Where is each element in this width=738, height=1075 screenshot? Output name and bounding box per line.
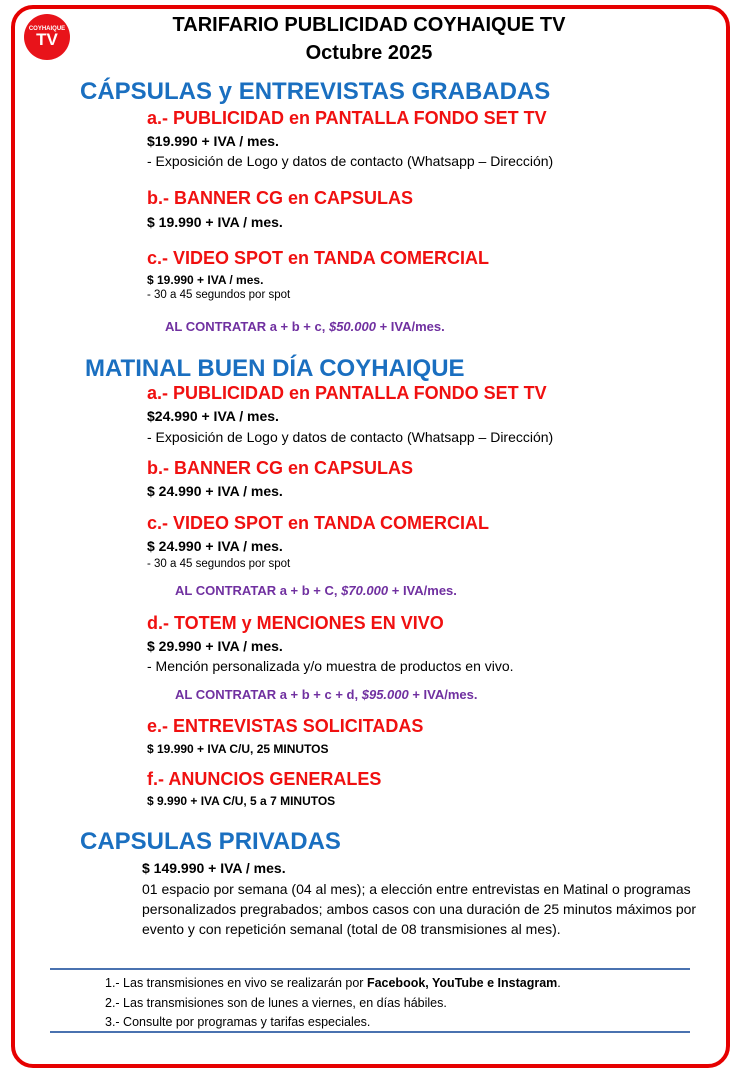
item-desc: 01 espacio por semana (04 al mes); a elección entre entrevistas en Matinal o programas personalizados pregrabados; ambos casos con una duración de 25 minutos máximos por evento y con repetición semanal (total de 08 transmisiones al mes). <box>142 881 697 937</box>
item-desc: - Exposición de Logo y datos de contacto (Whatsapp – Dirección) <box>147 429 554 445</box>
footer-note: 3.- Consulte por programas y tarifas especiales. <box>105 1015 371 1029</box>
item-price: $19.990 + IVA / mes. <box>147 133 279 149</box>
combo-offer: AL CONTRATAR a + b + c, $50.000 + IVA/mes. <box>165 319 445 334</box>
item-price: $24.990 + IVA / mes. <box>147 408 279 424</box>
combo-offer: AL CONTRATAR a + b + C, $70.000 + IVA/mes. <box>175 583 457 598</box>
item-desc: - 30 a 45 segundos por spot <box>147 289 291 301</box>
item-title: c.- VIDEO SPOT en TANDA COMERCIAL <box>147 248 490 268</box>
item-title: e.- ENTREVISTAS SOLICITADAS <box>147 716 424 736</box>
item-title: b.- BANNER CG en CAPSULAS <box>147 188 414 208</box>
combo-offer: AL CONTRATAR a + b + c + d, $95.000 + IVA/mes. <box>175 687 478 702</box>
item-price: $ 29.990 + IVA / mes. <box>147 638 283 654</box>
footer-note: 2.- Las transmisiones son de lunes a viernes, en días hábiles. <box>105 996 447 1010</box>
section-heading: CAPSULAS PRIVADAS <box>80 828 341 855</box>
item-desc: - Mención personalizada y/o muestra de productos en vivo. <box>147 658 514 674</box>
item-title: b.- BANNER CG en CAPSULAS <box>147 458 414 478</box>
item-price: $ 149.990 + IVA / mes. <box>142 860 286 876</box>
item-desc: - 30 a 45 segundos por spot <box>147 558 291 570</box>
item-title: f.- ANUNCIOS GENERALES <box>147 769 382 789</box>
item-title: a.- PUBLICIDAD en PANTALLA FONDO SET TV <box>147 108 547 128</box>
footer-note: 1.- Las transmisiones en vivo se realizarán por Facebook, YouTube e Instagram. <box>105 976 561 990</box>
item-desc: - Exposición de Logo y datos de contacto (Whatsapp – Dirección) <box>147 153 554 169</box>
item-price: $ 24.990 + IVA / mes. <box>147 483 283 499</box>
item-title: c.- VIDEO SPOT en TANDA COMERCIAL <box>147 513 490 533</box>
divider <box>50 1031 690 1033</box>
item-price: $ 19.990 + IVA / mes. <box>147 214 283 230</box>
item-price: $ 19.990 + IVA C/U, 25 MINUTOS <box>147 742 329 756</box>
doc-date: Octubre 2025 <box>305 42 433 64</box>
section-heading: CÁPSULAS y ENTREVISTAS GRABADAS <box>80 78 551 105</box>
item-price: $ 9.990 + IVA C/U, 5 a 7 MINUTOS <box>147 794 336 808</box>
item-price: $ 24.990 + IVA / mes. <box>147 538 283 554</box>
item-price: $ 19.990 + IVA / mes. <box>147 273 264 287</box>
item-title: a.- PUBLICIDAD en PANTALLA FONDO SET TV <box>147 383 547 403</box>
doc-title: TARIFARIO PUBLICIDAD COYHAIQUE TV <box>172 14 566 36</box>
divider <box>50 968 690 970</box>
section-heading: MATINAL BUEN DÍA COYHAIQUE <box>85 355 465 382</box>
coyhaique-tv-logo: COYHAIQUE TV <box>24 14 70 60</box>
item-title: d.- TOTEM y MENCIONES EN VIVO <box>147 613 444 633</box>
